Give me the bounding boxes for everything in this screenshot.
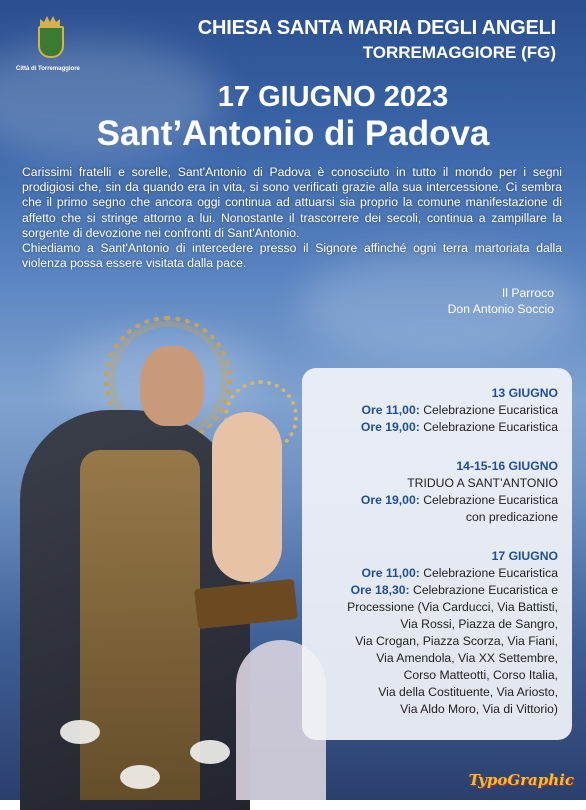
procession-route: Via Crogan, Piazza Scorza, Via Fiani, xyxy=(355,634,558,648)
message-paragraph: Carissimi fratelli e sorelle, Sant'Antonio di Padova è conosciuto in tutto il mondo per i segni prodigiosi che, sin da quando era in vita, si sono verificati grazie alla sua intercessione. Ci sembra che il primo segno che ancora oggi continua ad attuarsi sia proprio la comune manifestazione di affetto che si stringe attorno a lui. Nonostante il trascorrere dei secoli, continua a zampillare la sorgente di devozione nei confronti di Sant'Antonio. xyxy=(22,165,562,240)
schedule-panel xyxy=(302,368,572,740)
schedule-day-label: 13 GIUGNO xyxy=(491,386,558,400)
message-paragraph: Chiediamo a Sant'Antonio di intercedere presso il Signore affinché ogni terra martoriata dalla violenza possa essere visitata dalla pace. xyxy=(22,241,562,271)
schedule-day-17 xyxy=(347,548,558,718)
shield-icon xyxy=(38,26,64,58)
schedule-day-label: 17 GIUGNO xyxy=(491,549,558,563)
child-figure xyxy=(212,412,282,582)
lily-flower xyxy=(120,765,160,789)
schedule-day-13 xyxy=(361,385,558,436)
signature-role: Il Parroco xyxy=(501,286,554,300)
city-name: TORREMAGGIORE (FG) xyxy=(362,43,556,62)
lily-flower xyxy=(190,740,230,764)
crest-caption: Città di Torremaggiore xyxy=(16,66,80,72)
schedule-subtitle: TRIDUO A SANT’ANTONIO xyxy=(407,476,558,490)
typographic-logo: TypoGraphic xyxy=(468,771,574,789)
procession-route: Via Amendola, Via XX Settembre, xyxy=(376,651,558,665)
procession-route: Via Rossi, Piazza de Sangro, xyxy=(400,617,558,631)
statue-head xyxy=(140,346,204,426)
schedule-time: Ore 19,00: xyxy=(360,420,420,434)
schedule-day-triduo xyxy=(361,458,558,526)
schedule-event: Celebrazione Eucaristica e xyxy=(413,583,558,597)
signature xyxy=(448,285,554,317)
schedule-event: Celebrazione Eucaristica xyxy=(423,420,558,434)
schedule-time: Ore 18,30: xyxy=(350,583,410,597)
message-text xyxy=(22,165,562,271)
event-title: Sant’Antonio di Padova xyxy=(96,114,490,153)
lily-flower xyxy=(60,720,100,744)
schedule-entry xyxy=(347,582,558,599)
procession-route: Corso Matteotti, Corso Italia, xyxy=(403,668,558,682)
schedule-time: Ore 11,00: xyxy=(361,403,420,417)
schedule-event-cont: con predicazione xyxy=(465,510,558,524)
stole xyxy=(80,450,200,800)
procession-route: Via della Costituente, Via Ariosto, xyxy=(378,685,558,699)
city-crest-icon xyxy=(34,16,64,58)
event-date: 17 GIUGNO 2023 xyxy=(217,81,449,113)
procession-route: Processione (Via Carducci, Via Battisti, xyxy=(347,600,558,614)
procession-route: Via Aldo Moro, Via di Vittorio) xyxy=(400,702,558,716)
schedule-event: Celebrazione Eucaristica xyxy=(423,403,558,417)
schedule-day-label: 14-15-16 GIUGNO xyxy=(456,459,558,473)
church-name: CHIESA SANTA MARIA DEGLI ANGELI xyxy=(197,17,556,39)
signature-name: Don Antonio Soccio xyxy=(447,302,554,316)
schedule-entry xyxy=(361,492,558,509)
schedule-entry xyxy=(361,402,558,419)
schedule-event: Celebrazione Eucaristica xyxy=(423,493,558,507)
crown-icon xyxy=(40,16,60,26)
schedule-entry xyxy=(347,565,558,582)
schedule-time: Ore 11,00: xyxy=(361,566,420,580)
schedule-entry xyxy=(361,419,558,436)
schedule-event: Celebrazione Eucaristica xyxy=(423,566,558,580)
schedule-time: Ore 19,00: xyxy=(360,493,420,507)
